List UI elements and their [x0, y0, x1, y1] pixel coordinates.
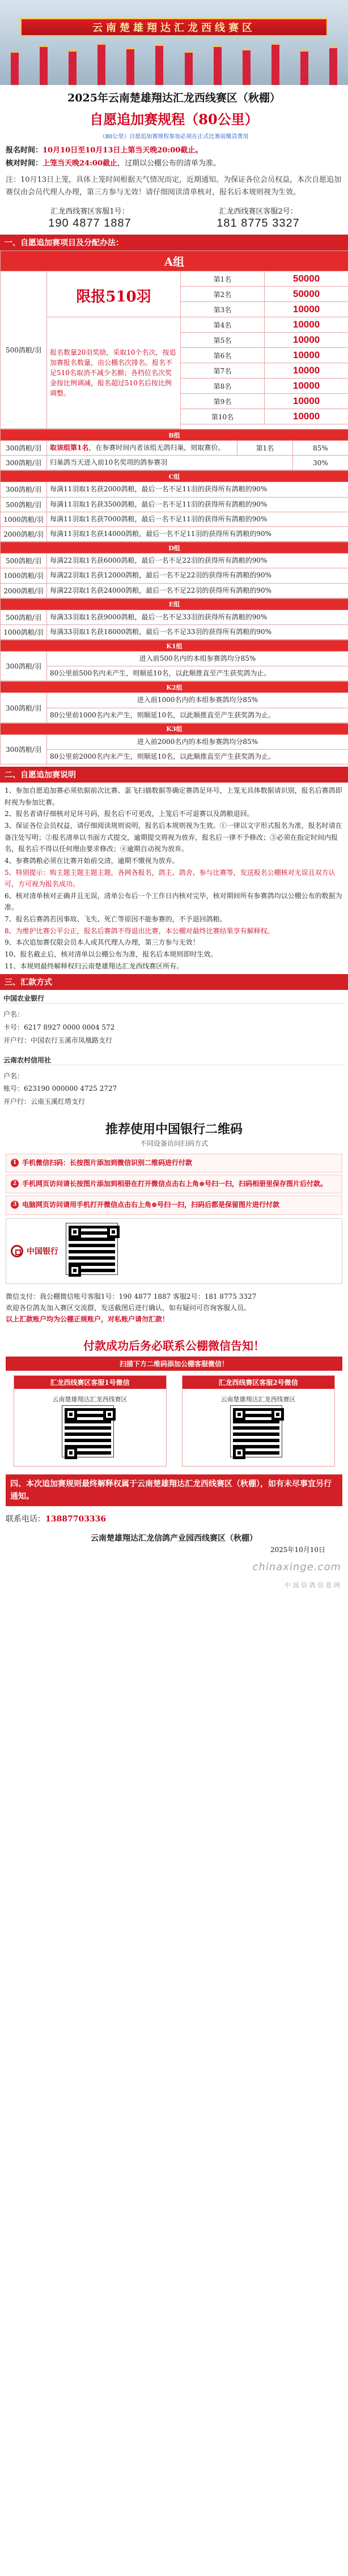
rule-item: 6、核对清单核对正确并且无误，清单公布后一个工作日内核对完毕，核对期间所有参赛鸽均以公棚公布的数据为准。 — [5, 891, 342, 912]
prize-amount: 50000 — [265, 271, 348, 287]
group-c-price: 1000鸽粮/羽 — [1, 512, 47, 526]
prize-amount: 10000 — [265, 363, 348, 379]
account-2 — [3, 1065, 345, 1113]
group-b-table — [0, 429, 348, 470]
footer-phone[interactable]: 13887703336 — [45, 1515, 107, 1524]
section-1-header: 一、自愿追加赛项目及分配办法： — [0, 235, 348, 250]
group-a-table — [0, 250, 348, 429]
qr-step-1: 1 手机微信扫码：长按图片添加到微信识别二维码进行付款 — [6, 1154, 342, 1172]
prize-amount: 50000 — [265, 287, 348, 302]
signup-time: 报名时间：10月10日至10月13日上第当天晚20:00截止。 — [6, 146, 203, 155]
group-c-price: 2000鸽粮/羽 — [1, 526, 47, 541]
group-k3-desc: 80公里前2000名内未产生，则顺延10名，以此顺推直至产生获奖鸽为止。 — [47, 750, 348, 764]
group-a-limit: 限报510羽 — [47, 271, 181, 317]
scan-bar: 扫描下方二维码添加公棚客服微信！ — [6, 1357, 342, 1371]
prize-rank: 第1名 — [181, 271, 265, 287]
group-a-title: A组 — [1, 251, 348, 271]
prize-amount: 10000 — [265, 379, 348, 394]
prize-rank: 第7名 — [181, 363, 265, 379]
group-k1-title: K1组 — [1, 640, 348, 652]
payment-contact — [0, 1287, 348, 1329]
footer-organization: 云南楚雄翔达汇龙信鸽产业园西线赛区（秋棚） — [91, 1534, 257, 1544]
tagline: （80公里）自愿追加赛规程参加必须在正式比赛前缴清费用 — [99, 134, 249, 140]
group-e-title: E组 — [1, 598, 348, 610]
qr-subheading: 不同设备访问扫码方式 — [139, 1139, 208, 1147]
service-phones — [0, 216, 348, 235]
group-c-desc: 每满11羽取1名获2000鸽粮，最后一名不足11羽的获得所有鸽粮的90% — [47, 482, 348, 497]
service-2-qr-name: 云南楚雄翔达汇龙西线赛区 — [220, 1395, 296, 1403]
rule-item: 4、参赛鸽粮必须在比赛开始前交清，逾期不缴视为放弃。 — [5, 856, 179, 865]
qr-step-3: 3 电脑网页访问请用手机打开微信点击右上角⊕号扫一扫，扫码后都是保留图片进行付款 — [6, 1196, 342, 1214]
group-a-note: 报名数量20羽奖励，采取10个名次，按追加赛报名数量，由公棚名次排名。报名不足510名取消不减少名额；各档位名次奖金按比例调减，报名超过510名后按比例调整。 — [47, 317, 181, 429]
prize-amount: 10000 — [265, 302, 348, 317]
account-1 — [3, 1003, 345, 1051]
group-c-desc: 每满11羽取1名获14000鸽粮，最后一名不足11羽的获得所有鸽粮的90% — [47, 526, 348, 541]
schedule-info — [0, 144, 348, 171]
prize-rank: 第6名 — [181, 348, 265, 363]
group-d-table — [0, 542, 348, 598]
banner-band — [20, 18, 328, 36]
service-1-qr-caption: 汇龙西线赛区客服1号微信 — [14, 1376, 166, 1389]
prize-amount: 10000 — [265, 348, 348, 363]
contact-line-1: 微信支付：我公棚微信账号客服1号：190 4877 1887 客服2号：181 8775 3327 — [6, 1292, 257, 1300]
account-number[interactable]: 账号：623190 000000 4725 2727 — [3, 1085, 117, 1093]
footer-note: 四、本次追加赛规则最终解释权属于云南楚雄翔达汇龙西线赛区（秋棚），如有未尽事宜另行通知。 — [6, 1474, 342, 1507]
prize-rank: 第4名 — [181, 317, 265, 333]
banner-pillars — [0, 41, 348, 85]
group-b-desc: 归巢鸽当天进入前10名奖项的鸽参赛羽 — [47, 456, 293, 470]
group-b-title: B组 — [1, 430, 348, 441]
group-d-desc: 每满22羽取1名获12000鸽粮，最后一名不足22羽的获得所有鸽粮的90% — [47, 568, 348, 583]
service-2-qr — [182, 1375, 335, 1466]
rule-item: 11、本规则最终解释权归云南楚雄翔达汇龙西线赛区所有。 — [5, 962, 184, 970]
group-c-title: C组 — [1, 471, 348, 482]
group-k3-title: K3组 — [1, 723, 348, 734]
qr-heading: 推荐使用中国银行二维码 — [105, 1121, 243, 1137]
group-k2-table — [0, 681, 348, 722]
service-2-label: 汇龙西线赛区客服2号： — [219, 207, 298, 216]
group-k1-table — [0, 640, 348, 681]
group-e-desc: 每满33羽取1名获9000鸽粮，最后一名不足33羽的获得所有鸽粮的90% — [47, 610, 348, 624]
step-icon: 2 — [11, 1180, 19, 1188]
group-c-desc: 每满11羽取1名获3500鸽粮，最后一名不足11羽的获得所有鸽粮的90% — [47, 497, 348, 512]
group-k1-price: 300鸽粮/羽 — [1, 652, 47, 681]
rule-item: 1、参加自愿追加赛必须依据前次比赛、蛋飞扫描数据等确定赛鸽足环号，上笼无具体数据请识别，报名后赛鸽即时视为参加比赛。 — [5, 787, 342, 806]
rule-item: 5、特别提示：购主题主题主题主题，各网各报名，鸽主、鸽舍、参与比赛等，发送报名公棚核对无误且双方认可，方可视为报名成功。 — [5, 868, 336, 889]
group-e-price: 500鸽粮/羽 — [1, 610, 47, 624]
group-b-price: 300鸽粮/羽 — [1, 441, 47, 456]
notice-text: 注：10月13日上笼，具体上笼时间根据天气情况而定，近期通知。为保证各位会员权益，本次自愿追加赛仅由会员代理人办理，第三方参与无效！请仔细阅读清单核对，报名后本规则视为生效。 — [6, 175, 342, 197]
prize-rank: 第10名 — [181, 409, 265, 424]
group-k2-desc: 80公里前1000名内未产生，则顺延10名，以此顺推直至产生获奖鸽为止。 — [47, 708, 348, 722]
bank-qr-box — [6, 1218, 342, 1284]
check-time: 核对时间：上笼当天晚24:00截止，过期以公棚公布的清单为准。 — [6, 159, 221, 168]
wechat-qr-code[interactable] — [231, 1406, 286, 1461]
group-e-table — [0, 598, 348, 640]
group-d-price: 2000鸽粮/羽 — [1, 583, 47, 598]
wechat-qr-code[interactable] — [62, 1406, 118, 1461]
footer-date: 2025年10月10日 — [270, 1546, 325, 1554]
service-qr-codes — [0, 1371, 348, 1471]
prize-amount: 10000 — [265, 409, 348, 424]
group-c-price: 300鸽粮/羽 — [1, 482, 47, 497]
group-d-desc: 每满22羽取1名获24000鸽粮，最后一名不足22羽的获得所有鸽粮的90% — [47, 583, 348, 598]
payment-success-heading: 付款成功后务必联系公棚微信告知！ — [83, 1338, 265, 1353]
account-name: 户名： — [3, 1072, 24, 1080]
group-k1-desc: 80公里前500名内未产生，则顺延10名，以此顺推直至产生获奖鸽为止。 — [47, 666, 348, 681]
site-watermark — [0, 1557, 348, 1579]
service-1-phone[interactable]: 190 4877 1887 — [48, 217, 131, 229]
rule-item: 9、本次追加赛仅限会员本人或其代理人办理，第三方参与无效！ — [5, 938, 200, 947]
service-1-qr — [14, 1375, 167, 1466]
qr-step-2: 2 手机网页访问请长按图片添加到相册在打开微信点击右上角⊕号扫一扫，扫码相册里保存图片后付款。 — [6, 1175, 342, 1193]
bank-logo: 中国银行 — [11, 1245, 58, 1257]
account-2-bank: 云南农村信用社 — [3, 1056, 52, 1064]
group-k3-table — [0, 723, 348, 764]
footer-contact: 联系电话：13887703336 — [6, 1515, 107, 1524]
group-k1-desc: 进入前500名内的本组参赛鸽均分85% — [47, 652, 348, 666]
group-d-desc: 每满22羽取1名获6000鸽粮，最后一名不足22羽的获得所有鸽粮的90% — [47, 554, 348, 568]
group-b-pct: 85% — [293, 441, 348, 456]
rules-list — [0, 783, 348, 974]
step-icon: 1 — [11, 1159, 19, 1167]
prize-rank: 第8名 — [181, 379, 265, 394]
header-banner — [0, 0, 348, 85]
contact-warning: 以上汇款账户均为公棚正规账户，对私账户请勿汇款！ — [6, 1315, 169, 1324]
service-2-phone[interactable]: 181 8775 3327 — [217, 217, 300, 229]
payment-accounts — [0, 990, 348, 1113]
account-name: 户名： — [3, 1010, 24, 1019]
rule-item: 8、为维护比赛公平公正，报名后赛鸽不得退出比赛，本公棚对最终比赛结果享有解释权。 — [5, 926, 274, 935]
group-k2-desc: 进入前1000名内的本组参赛鸽均分85% — [47, 693, 348, 708]
account-number[interactable]: 卡号：6217 8927 0000 0004 572 — [3, 1023, 115, 1031]
prize-amount: 10000 — [265, 317, 348, 333]
group-b-desc: 取该组第1名，在参赛时间内者该组无鸽归巢，则取赛价。 — [47, 441, 237, 456]
group-c-price: 500鸽粮/羽 — [1, 497, 47, 512]
section-3-header: 三、汇款方式 — [0, 974, 348, 990]
watermark-sub-row — [0, 1579, 348, 1594]
step-icon: 3 — [11, 1201, 19, 1209]
group-k2-price: 300鸽粮/羽 — [1, 693, 47, 722]
prize-rank: 第2名 — [181, 287, 265, 302]
group-c-desc: 每满11羽取1名获7000鸽粮，最后一名不足11羽的获得所有鸽粮的90% — [47, 512, 348, 526]
group-a-price: 500鸽粮/羽 — [1, 271, 47, 429]
group-k3-price: 300鸽粮/羽 — [1, 734, 47, 764]
service-1-label: 汇龙西线赛区客服1号： — [50, 207, 129, 216]
rule-item: 10、报名截止后，核对清单以公棚公布为准，报名后本规则即时生效。 — [5, 950, 218, 958]
account-1-bank: 中国农业银行 — [3, 994, 45, 1003]
section-2-header: 二、自愿追加赛说明 — [0, 767, 348, 783]
group-k2-title: K2组 — [1, 682, 348, 693]
account-branch: 开户行：中国农行玉溪市凤凰路支行 — [3, 1036, 113, 1044]
account-branch: 开户行：云南玉溪红塔支行 — [3, 1098, 86, 1106]
group-e-desc: 每满33羽取1名获18000鸽粮，最后一名不足33羽的获得所有鸽粮的90% — [47, 624, 348, 639]
group-c-table — [0, 470, 348, 542]
prize-amount: 10000 — [265, 394, 348, 409]
group-b-rank: 第1名 — [237, 441, 293, 456]
group-d-title: D组 — [1, 542, 348, 554]
service-2-qr-caption: 汇龙西线赛区客服2号微信 — [183, 1376, 334, 1389]
bank-of-china-icon — [11, 1245, 23, 1257]
prize-rank: 第9名 — [181, 394, 265, 409]
watermark-subtitle: 中 国 信 鸽 信 息 网 — [285, 1582, 340, 1589]
group-e-price: 1000鸽粮/羽 — [1, 624, 47, 639]
group-k3-desc: 进入前2000名内的本组参赛鸽均分85% — [47, 734, 348, 749]
watermark-domain: chinaxinge.com — [252, 1561, 341, 1574]
group-b-price: 300鸽粮/羽 — [1, 456, 47, 470]
page-title: 2025年云南楚雄翔达汇龙西线赛区（秋棚） — [67, 92, 281, 104]
contact-line-2: 欢迎各位鸽友加入赛区交流群，发送截图后进行确认，如有疑问可咨询客服人员。 — [6, 1303, 251, 1312]
rule-item: 7、报名后赛鸽若因事故、飞失、死亡等原因不能参赛的，不予退回鸽粮。 — [5, 915, 227, 924]
bank-qr-code[interactable] — [66, 1223, 122, 1279]
prize-amount: 10000 — [265, 333, 348, 348]
banner-text: 云南楚雄翔达汇龙西线赛区 — [92, 22, 256, 34]
service-1-qr-name: 云南楚雄翔达汇龙西线赛区 — [52, 1395, 128, 1403]
group-b-pct: 30% — [293, 456, 348, 470]
rule-item: 3、保证各位会员权益，请仔细阅读规则说明，报名后本规则视为生效。①一律以文字形式报名为准，报名时请在备注处写明；②报名清单以书面方式提交，逾期提交将视为放弃，报名后一律不予修改；③必须在指定时间内报名，报名后不得以任何理由要求修改；④逾期自动视为放弃。 — [5, 822, 342, 853]
service-labels — [0, 203, 348, 216]
rule-item: 2、报名者请仔细核对足环号码，报名后不可更改，上笼后不可退赛以及鸽粮退回。 — [5, 810, 254, 818]
group-d-price: 1000鸽粮/羽 — [1, 568, 47, 583]
prize-rank: 第5名 — [181, 333, 265, 348]
prize-rank: 第3名 — [181, 302, 265, 317]
page-subtitle: 自愿追加赛规程（80公里） — [90, 111, 258, 127]
group-d-price: 500鸽粮/羽 — [1, 554, 47, 568]
